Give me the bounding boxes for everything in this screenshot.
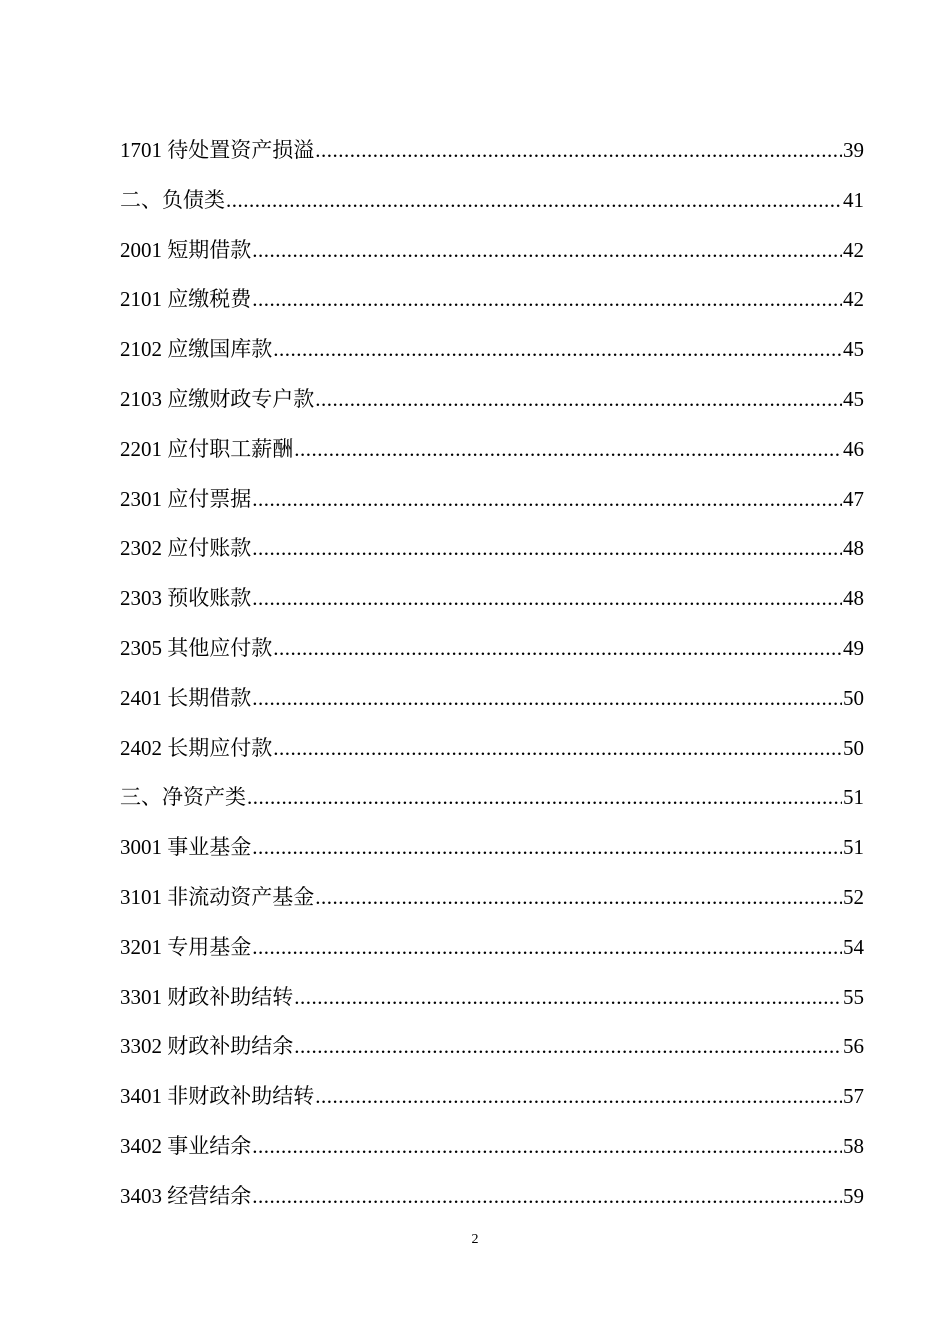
toc-entry-label: 2402 长期应付款	[120, 735, 273, 760]
toc-dot-leader	[252, 674, 842, 724]
toc-dot-leader	[252, 226, 842, 276]
toc-entry-page: 45	[843, 337, 864, 362]
toc-entry-label: 3403 经营结余	[120, 1183, 252, 1208]
toc-entry-label: 3301 财政补助结转	[120, 984, 294, 1009]
toc-entry[interactable]	[120, 176, 864, 226]
toc-dot-leader	[252, 574, 842, 624]
toc-entry[interactable]	[120, 1072, 864, 1122]
toc-entry[interactable]	[120, 1122, 864, 1172]
toc-dot-leader	[294, 1022, 842, 1072]
toc-entry[interactable]	[120, 1022, 864, 1072]
toc-entry[interactable]	[120, 773, 864, 823]
toc-dot-leader	[315, 1072, 842, 1122]
toc-entry-label: 2303 预收账款	[120, 586, 252, 611]
toc-entry[interactable]	[120, 973, 864, 1023]
toc-entry-page: 45	[843, 386, 864, 411]
toc-entry-label: 2101 应缴税费	[120, 287, 252, 312]
toc-entry-page: 52	[843, 884, 864, 909]
toc-entry-page: 39	[843, 138, 864, 162]
table-of-contents	[120, 126, 864, 1222]
toc-dot-leader	[315, 375, 842, 425]
toc-entry-label: 三、净资产类	[120, 785, 246, 810]
toc-dot-leader	[252, 1172, 842, 1222]
toc-dot-leader	[294, 425, 842, 475]
toc-entry-label: 3401 非财政补助结转	[120, 1084, 315, 1109]
toc-entry[interactable]	[120, 375, 864, 425]
toc-entry-label: 2305 其他应付款	[120, 635, 273, 660]
toc-entry-label: 1701 待处置资产损溢	[120, 138, 315, 162]
toc-entry-label: 2201 应付职工薪酬	[120, 436, 294, 461]
toc-entry[interactable]	[120, 574, 864, 624]
toc-entry-page: 47	[843, 486, 864, 511]
toc-dot-leader	[252, 923, 842, 973]
toc-entry-page: 46	[843, 436, 864, 461]
toc-entry-label: 2102 应缴国库款	[120, 337, 273, 362]
toc-entry[interactable]	[120, 226, 864, 276]
toc-entry[interactable]	[120, 126, 864, 176]
toc-dot-leader	[252, 275, 842, 325]
toc-entry-label: 二、负债类	[120, 187, 225, 212]
toc-dot-leader	[226, 176, 842, 226]
toc-entry[interactable]	[120, 475, 864, 525]
toc-entry-page: 49	[843, 635, 864, 660]
toc-entry-label: 3302 财政补助结余	[120, 1034, 294, 1059]
toc-entry[interactable]	[120, 724, 864, 774]
toc-entry[interactable]	[120, 1172, 864, 1222]
toc-dot-leader	[252, 475, 842, 525]
toc-entry-page: 51	[843, 835, 864, 860]
toc-entry[interactable]	[120, 923, 864, 973]
toc-dot-leader	[247, 773, 842, 823]
toc-entry-page: 50	[843, 685, 864, 710]
toc-dot-leader	[252, 1122, 842, 1172]
toc-dot-leader	[273, 724, 842, 774]
toc-entry-label: 2103 应缴财政专户款	[120, 386, 315, 411]
toc-entry[interactable]	[120, 275, 864, 325]
toc-entry-page: 50	[843, 735, 864, 760]
toc-dot-leader	[252, 823, 842, 873]
toc-entry[interactable]	[120, 425, 864, 475]
toc-entry-page: 48	[843, 536, 864, 561]
toc-entry[interactable]	[120, 524, 864, 574]
toc-entry[interactable]	[120, 624, 864, 674]
toc-entry[interactable]	[120, 674, 864, 724]
toc-entry-page: 57	[843, 1084, 864, 1109]
toc-entry-label: 2302 应付账款	[120, 536, 252, 561]
toc-entry-label: 3001 事业基金	[120, 835, 252, 860]
toc-entry-page: 59	[843, 1183, 864, 1208]
toc-entry-label: 2301 应付票据	[120, 486, 252, 511]
toc-entry-page: 58	[843, 1133, 864, 1158]
toc-entry-page: 55	[843, 984, 864, 1009]
toc-entry-label: 2401 长期借款	[120, 685, 252, 710]
toc-dot-leader	[315, 126, 842, 176]
toc-entry-page: 42	[843, 287, 864, 312]
toc-entry-page: 48	[843, 586, 864, 611]
toc-entry-label: 3201 专用基金	[120, 934, 252, 959]
toc-dot-leader	[315, 873, 842, 923]
page-number: 2	[471, 1232, 479, 1247]
toc-entry[interactable]	[120, 823, 864, 873]
toc-dot-leader	[294, 973, 842, 1023]
toc-entry-label: 3101 非流动资产基金	[120, 884, 315, 909]
toc-entry-page: 42	[843, 237, 864, 262]
toc-entry-page: 54	[843, 934, 864, 959]
toc-entry[interactable]	[120, 873, 864, 923]
toc-entry-page: 51	[843, 785, 864, 810]
toc-entry[interactable]	[120, 325, 864, 375]
toc-dot-leader	[273, 325, 842, 375]
toc-dot-leader	[252, 524, 842, 574]
toc-entry-label: 3402 事业结余	[120, 1133, 252, 1158]
toc-entry-page: 41	[843, 187, 864, 212]
toc-entry-label: 2001 短期借款	[120, 237, 252, 262]
toc-dot-leader	[273, 624, 842, 674]
toc-entry-page: 56	[843, 1034, 864, 1059]
